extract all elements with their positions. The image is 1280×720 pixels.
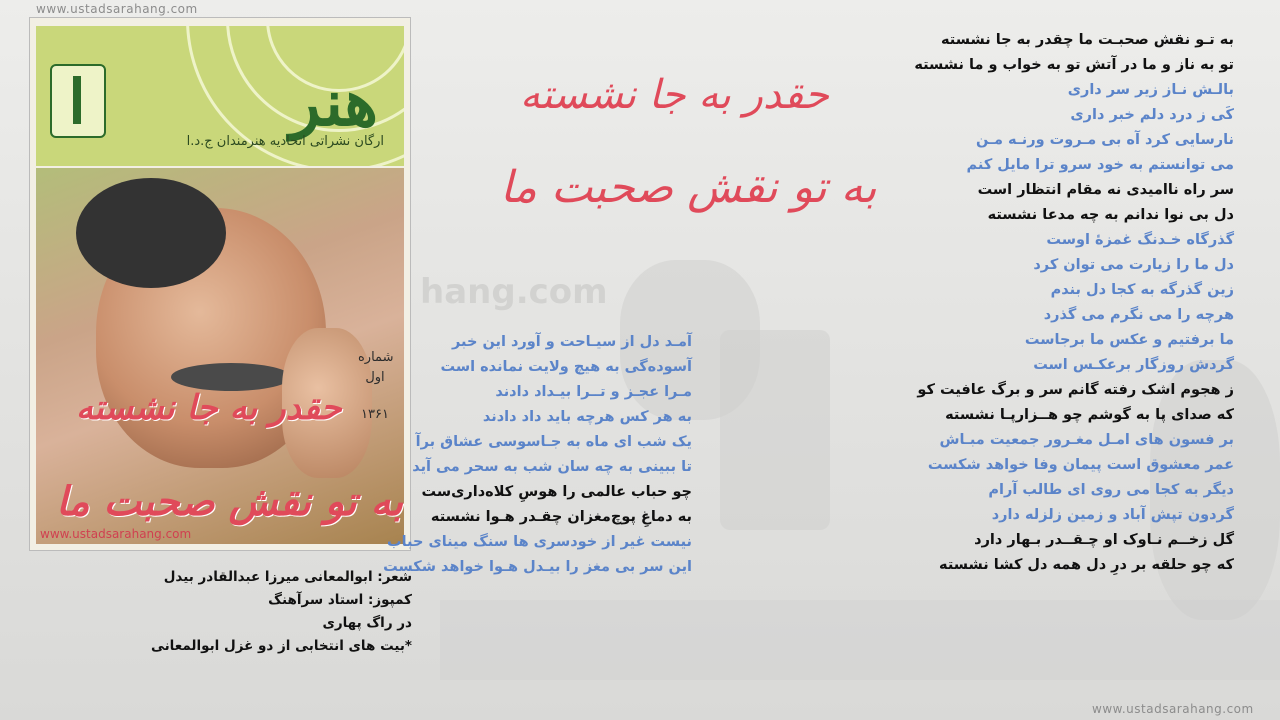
poem-line: مـرا عجـز و تــرا بیـداد دادند [495,384,692,400]
poem-line: ز هجوم اشک رفته گانم سر و برگ عافیت کو [917,382,1234,398]
cover-red-line2: به تو نقش صحبت ما [56,478,404,525]
poem-line: که چو حلقه بر درِ دل همه دل کشا نشسته [939,557,1234,573]
poem-line: دل ما را زیارت می توان کرد [1033,257,1234,273]
poem-line: دیگر به کجا می روی ای طالب آرام [988,482,1234,498]
portrait-hair [76,178,226,288]
poem-line: کَی ز درد دلم خبر داری [1070,107,1234,123]
poem-line: یک شب ای ماه به جـاسوسی عشاق برآ [415,434,692,450]
magazine-title: هنر [289,66,378,141]
poem-line: نیست غیر از خودسری ها سنگ مینای حباب [387,534,692,550]
poem-line: تو به ناز و ما در آتش تو به خواب و ما نشسته [914,57,1234,73]
poem-line: بالـش نـاز زیر سر داری [1067,82,1234,98]
title-art-line1: حقدر به جا نشسته [520,72,829,118]
issue-year: ۱۳۶۱ [361,407,389,422]
poem-line: آمـد دل از سیـاحت و آورد این خبر [452,334,692,350]
poem-right-column [914,28,1234,578]
credit-line: *بیت های انتخابی از دو غزل ابوالمعانی [150,638,412,654]
portrait-image [36,168,404,544]
cover-red-line1: حقدر به جا نشسته [76,388,342,428]
poem-line: هرچه را می نگرم می گذرد [1043,307,1234,323]
credits-block [151,566,412,658]
bg-floor-shape [440,600,1280,680]
magazine-subtitle: ارگان نشراتی اتحادیه هنرمندان ج.د.ا [186,134,384,149]
bg-accordion-shape [720,330,830,530]
poem-line: می توانستم به خود سرو ترا مایل کنم [966,157,1234,173]
poem-line: که صدای پا به گوشم چو هــزارپـا نشسته [945,407,1234,423]
poem-middle-column [383,330,692,580]
poem-line: ما برفتیم و عکس ما برجاست [1024,332,1234,348]
poem-line: چو حباب عالمی را هوسِ کلاه‌داری‌ست [421,484,692,500]
cover-header [36,26,404,166]
credit-line: در راگ پهاری [322,615,412,631]
poem-line: این سر بی مغز را بیـدل هـوا خواهد شکست [383,559,692,575]
portrait-mustache [171,363,291,391]
poem-line: گردش روزگار برعکـس است [1033,357,1234,373]
watermark-bottom-right: www.ustadsarahang.com [1092,702,1254,716]
watermark-center: hang.com [420,272,608,312]
poem-line: به تـو نقش صحبـت ما چقدر به جا نشسته [940,32,1234,48]
poem-line: تا ببینی به چه سان شب به سحر می آید [412,459,692,475]
issue-label: شماره [358,350,394,365]
poem-line: به دماغِ پوچ‌مغزان چقـدر هـوا نشسته [430,509,692,525]
poem-line: عمر معشوق است پیمان وفا خواهد شکست [927,457,1234,473]
poem-line: سر راه ناامیدی نه مقام انتظار است [977,182,1234,198]
issue-number: اول [365,369,385,385]
poem-line: گل زخــم نـاوک او چـقــدر بـهار دارد [974,532,1234,548]
poem-line: زین گذرگه به کجا دل بندم [1050,282,1234,298]
poem-line: نارسایی کرد آه بی مـروت ورنـه مـن [976,132,1234,148]
poem-line: گردون تپش آباد و زمین زلزله دارد [991,507,1234,523]
watermark-top-left: www.ustadsarahang.com [36,2,198,16]
poem-line: بر فسون های امـل مغـرور جمعیت مبـاش [939,432,1234,448]
title-art-line2: به تو نقش صحبت ما [500,162,877,213]
poem-line: گذرگاه خـدنگ غمزۀ اوست [1046,232,1234,248]
poem-line: دل بی نوا ندانم به چه مدعا نشسته [987,207,1234,223]
poem-line: به هر کس هرچه باید داد دادند [482,409,692,425]
emblem-icon [50,64,106,138]
credit-line: شعر: ابوالمعانی میرزا عبدالقادر بیدل [163,569,412,585]
credit-line: کمپوز: استاد سرآهنگ [268,592,412,608]
poem-line: آسوده‌گی به هیچ ولایت نمانده است [440,359,692,375]
magazine-cover [30,18,410,550]
cover-site-label: www.ustadsarahang.com [40,527,192,541]
